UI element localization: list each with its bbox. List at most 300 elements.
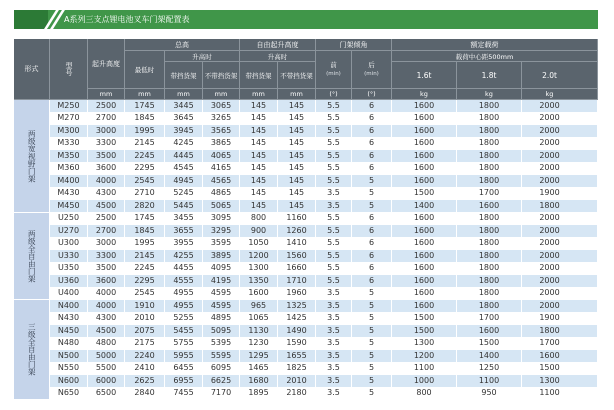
value-load-1-6t: 1600	[392, 163, 457, 176]
unit-free-lift-without-backrest: mm	[278, 89, 316, 100]
header-with-backrest: 带挡货架	[165, 62, 203, 89]
value-tilt-back: 6	[352, 225, 392, 238]
value-load-2-0t: 2000	[522, 175, 598, 188]
value-raised-height-with-backrest: 3945	[165, 125, 203, 138]
value-load-1-6t: 1600	[392, 288, 457, 301]
value-raised-height-with-backrest: 4445	[165, 150, 203, 163]
value-free-lift-without-backrest: 1960	[278, 288, 316, 301]
value-free-lift-without-backrest: 1710	[278, 275, 316, 288]
value-free-lift-without-backrest: 1490	[278, 325, 316, 338]
value-raised-height-without-backrest: 3565	[203, 125, 240, 138]
value-lift-height: 2500	[88, 100, 125, 113]
value-tilt-front: 5.5	[316, 275, 352, 288]
value-lowest-height: 1910	[125, 300, 165, 313]
header-tilt-back-sub: (min)	[364, 70, 379, 77]
value-raised-height-with-backrest: 4945	[165, 175, 203, 188]
header-lift-height: 起升高度	[88, 39, 125, 89]
value-load-2-0t: 2000	[522, 300, 598, 313]
value-load-1-6t: 1300	[392, 338, 457, 351]
value-lowest-height: 1745	[125, 213, 165, 226]
header-tilt-back-label: 后	[368, 60, 375, 69]
value-tilt-front: 3.5	[316, 300, 352, 313]
value-load-1-8t: 1800	[457, 250, 522, 263]
unit-lift-height: mm	[88, 89, 125, 100]
header-free-with-backrest: 带挡货架	[240, 62, 278, 89]
value-load-1-6t: 1600	[392, 100, 457, 113]
value-tilt-back: 5	[352, 313, 392, 326]
value-load-1-6t: 1000	[392, 375, 457, 388]
value-load-2-0t: 2000	[522, 150, 598, 163]
unit-free-lift-with-backrest: mm	[240, 89, 278, 100]
value-lowest-height: 2245	[125, 150, 165, 163]
value-raised-height-with-backrest: 3645	[165, 113, 203, 126]
value-free-lift-with-backrest: 800	[240, 213, 278, 226]
value-tilt-front: 3.5	[316, 188, 352, 201]
value-load-1-6t: 1600	[392, 275, 457, 288]
value-free-lift-with-backrest: 1130	[240, 325, 278, 338]
group-label: 三级全自由门架	[27, 323, 37, 376]
value-raised-height-with-backrest: 3955	[165, 238, 203, 251]
value-load-1-8t: 1600	[457, 200, 522, 213]
value-tilt-back: 6	[352, 150, 392, 163]
value-raised-height-with-backrest: 3655	[165, 225, 203, 238]
value-free-lift-without-backrest: 2010	[278, 375, 316, 388]
value-load-2-0t: 2000	[522, 225, 598, 238]
value-lowest-height: 1995	[125, 125, 165, 138]
value-lowest-height: 2820	[125, 200, 165, 213]
header-raised: 升高时	[165, 51, 240, 62]
value-lift-height: 3300	[88, 138, 125, 151]
value-load-1-6t: 1600	[392, 225, 457, 238]
model-cell: N650	[50, 388, 88, 401]
value-raised-height-with-backrest: 6455	[165, 363, 203, 376]
value-free-lift-without-backrest: 145	[278, 150, 316, 163]
value-raised-height-without-backrest: 4595	[203, 288, 240, 301]
value-free-lift-with-backrest: 1295	[240, 350, 278, 363]
value-raised-height-with-backrest: 4545	[165, 163, 203, 176]
value-tilt-front: 5.5	[316, 238, 352, 251]
value-free-lift-with-backrest: 1300	[240, 263, 278, 276]
value-lowest-height: 2840	[125, 388, 165, 401]
header-load-center: 载荷中心距500mm	[392, 51, 598, 62]
value-tilt-front: 5.5	[316, 225, 352, 238]
value-raised-height-with-backrest: 3445	[165, 100, 203, 113]
model-cell: M430	[50, 188, 88, 201]
value-lowest-height: 2625	[125, 375, 165, 388]
value-raised-height-without-backrest: 5065	[203, 200, 240, 213]
value-lowest-height: 2245	[125, 263, 165, 276]
value-tilt-front: 3.5	[316, 350, 352, 363]
value-tilt-front: 5.5	[316, 263, 352, 276]
value-raised-height-with-backrest: 5755	[165, 338, 203, 351]
value-load-1-8t: 950	[457, 388, 522, 401]
value-load-1-8t: 1800	[457, 300, 522, 313]
value-raised-height-without-backrest: 3595	[203, 238, 240, 251]
unit-load-2-0t: kg	[522, 89, 598, 100]
value-tilt-front: 3.5	[316, 388, 352, 401]
value-free-lift-without-backrest: 1325	[278, 300, 316, 313]
value-lowest-height: 2010	[125, 313, 165, 326]
value-tilt-back: 5	[352, 338, 392, 351]
header-rated-load: 额定载荷	[392, 39, 598, 51]
value-load-1-6t: 1600	[392, 300, 457, 313]
value-tilt-front: 3.5	[316, 200, 352, 213]
value-load-1-6t: 1600	[392, 138, 457, 151]
value-lowest-height: 1845	[125, 113, 165, 126]
value-tilt-back: 5	[352, 188, 392, 201]
value-load-1-6t: 1400	[392, 200, 457, 213]
value-tilt-back: 6	[352, 250, 392, 263]
value-load-1-8t: 1800	[457, 175, 522, 188]
value-load-2-0t: 2000	[522, 100, 598, 113]
value-lift-height: 4500	[88, 325, 125, 338]
value-lowest-height: 1995	[125, 238, 165, 251]
value-tilt-front: 5.5	[316, 138, 352, 151]
value-load-1-6t: 1600	[392, 250, 457, 263]
value-free-lift-without-backrest: 1655	[278, 350, 316, 363]
header-tilt-front	[316, 51, 352, 89]
value-load-1-8t: 1500	[457, 338, 522, 351]
value-raised-height-with-backrest: 5455	[165, 325, 203, 338]
value-free-lift-without-backrest: 145	[278, 100, 316, 113]
group-label-cell	[14, 213, 50, 301]
value-load-1-6t: 1600	[392, 175, 457, 188]
value-free-lift-with-backrest: 145	[240, 138, 278, 151]
value-raised-height-without-backrest: 3095	[203, 213, 240, 226]
header-tilt-back	[352, 51, 392, 89]
value-tilt-back: 6	[352, 138, 392, 151]
value-load-2-0t: 2000	[522, 138, 598, 151]
value-tilt-front: 5.5	[316, 213, 352, 226]
value-tilt-front: 5.5	[316, 100, 352, 113]
value-lowest-height: 2145	[125, 138, 165, 151]
value-load-1-8t: 1800	[457, 150, 522, 163]
value-lowest-height: 2295	[125, 275, 165, 288]
value-free-lift-with-backrest: 145	[240, 113, 278, 126]
value-tilt-back: 6	[352, 238, 392, 251]
value-raised-height-without-backrest: 4065	[203, 150, 240, 163]
value-free-lift-with-backrest: 145	[240, 163, 278, 176]
value-free-lift-with-backrest: 1200	[240, 250, 278, 263]
value-lowest-height: 1745	[125, 100, 165, 113]
value-lowest-height: 2240	[125, 350, 165, 363]
value-tilt-back: 6	[352, 100, 392, 113]
value-lift-height: 3600	[88, 163, 125, 176]
value-tilt-back: 6	[352, 163, 392, 176]
value-tilt-front: 3.5	[316, 363, 352, 376]
title-stripe-decoration	[14, 10, 48, 29]
value-raised-height-with-backrest: 5255	[165, 313, 203, 326]
value-free-lift-with-backrest: 145	[240, 125, 278, 138]
value-load-1-8t: 1800	[457, 213, 522, 226]
value-raised-height-without-backrest: 6625	[203, 375, 240, 388]
value-load-1-8t: 1800	[457, 113, 522, 126]
value-raised-height-without-backrest: 3895	[203, 250, 240, 263]
value-free-lift-without-backrest: 1560	[278, 250, 316, 263]
value-load-1-8t: 1250	[457, 363, 522, 376]
value-load-1-8t: 1100	[457, 375, 522, 388]
value-tilt-back: 5	[352, 388, 392, 401]
unit-lowest-height: mm	[125, 89, 165, 100]
value-tilt-back: 5	[352, 300, 392, 313]
value-load-2-0t: 1300	[522, 375, 598, 388]
value-lift-height: 4300	[88, 313, 125, 326]
value-load-1-6t: 1500	[392, 313, 457, 326]
value-free-lift-with-backrest: 1350	[240, 275, 278, 288]
value-tilt-front: 5.5	[316, 113, 352, 126]
title-bar	[14, 10, 598, 29]
value-tilt-back: 6	[352, 275, 392, 288]
value-load-2-0t: 2000	[522, 275, 598, 288]
value-load-2-0t: 1600	[522, 350, 598, 363]
value-load-2-0t: 1900	[522, 313, 598, 326]
model-cell: M330	[50, 138, 88, 151]
value-lift-height: 6500	[88, 388, 125, 401]
value-load-2-0t: 1100	[522, 388, 598, 401]
value-free-lift-with-backrest: 1050	[240, 238, 278, 251]
value-lift-height: 5000	[88, 350, 125, 363]
value-free-lift-without-backrest: 2180	[278, 388, 316, 401]
value-load-2-0t: 1500	[522, 363, 598, 376]
value-raised-height-without-backrest: 5395	[203, 338, 240, 351]
value-free-lift-without-backrest: 145	[278, 125, 316, 138]
value-free-lift-without-backrest: 145	[278, 188, 316, 201]
value-load-1-6t: 1600	[392, 213, 457, 226]
value-free-lift-without-backrest: 1260	[278, 225, 316, 238]
value-load-1-6t: 1600	[392, 263, 457, 276]
value-raised-height-with-backrest: 5445	[165, 200, 203, 213]
value-tilt-back: 5	[352, 363, 392, 376]
model-cell: M400	[50, 175, 88, 188]
value-tilt-front: 5.5	[316, 163, 352, 176]
value-lift-height: 3600	[88, 275, 125, 288]
value-raised-height-without-backrest: 4565	[203, 175, 240, 188]
unit-tilt-back: (°)	[352, 89, 392, 100]
value-load-1-8t: 1400	[457, 350, 522, 363]
model-cell: U350	[50, 263, 88, 276]
value-tilt-front: 5.5	[316, 150, 352, 163]
value-tilt-front: 3.5	[316, 288, 352, 301]
value-lift-height: 3500	[88, 150, 125, 163]
header-model-label: 型号	[65, 62, 73, 76]
value-tilt-back: 5	[352, 325, 392, 338]
value-load-1-8t: 1800	[457, 100, 522, 113]
value-load-2-0t: 2000	[522, 238, 598, 251]
value-lowest-height: 2175	[125, 338, 165, 351]
value-load-1-6t: 1500	[392, 188, 457, 201]
value-raised-height-without-backrest: 4095	[203, 263, 240, 276]
value-load-2-0t: 2000	[522, 263, 598, 276]
value-lift-height: 4800	[88, 338, 125, 351]
model-cell: M300	[50, 125, 88, 138]
model-cell: N600	[50, 375, 88, 388]
value-lift-height: 2700	[88, 113, 125, 126]
value-load-1-6t: 1600	[392, 150, 457, 163]
value-free-lift-without-backrest: 145	[278, 200, 316, 213]
model-cell: U360	[50, 275, 88, 288]
value-raised-height-without-backrest: 5595	[203, 350, 240, 363]
value-load-1-6t: 1600	[392, 125, 457, 138]
value-load-1-8t: 1800	[457, 275, 522, 288]
value-free-lift-with-backrest: 145	[240, 188, 278, 201]
value-raised-height-with-backrest: 7455	[165, 388, 203, 401]
value-load-1-8t: 1700	[457, 188, 522, 201]
header-lowest: 最低时	[125, 51, 165, 89]
mast-configuration-table	[14, 39, 598, 400]
model-cell: U330	[50, 250, 88, 263]
model-cell: U300	[50, 238, 88, 251]
header-overall-height: 总高	[125, 39, 240, 51]
value-tilt-back: 6	[352, 263, 392, 276]
value-load-1-8t: 1800	[457, 288, 522, 301]
group-label: 两级宽视野门架	[27, 129, 37, 182]
value-lift-height: 3000	[88, 238, 125, 251]
value-free-lift-without-backrest: 1410	[278, 238, 316, 251]
model-cell: N500	[50, 350, 88, 363]
value-tilt-back: 6	[352, 213, 392, 226]
value-raised-height-with-backrest: 4255	[165, 250, 203, 263]
model-cell: M350	[50, 150, 88, 163]
model-cell: U250	[50, 213, 88, 226]
header-capacity-1-6t: 1.6t	[392, 62, 457, 89]
value-raised-height-without-backrest: 4165	[203, 163, 240, 176]
header-free-raised: 升高时	[240, 51, 316, 62]
value-lift-height: 6000	[88, 375, 125, 388]
value-free-lift-with-backrest: 145	[240, 150, 278, 163]
value-tilt-back: 5	[352, 350, 392, 363]
value-free-lift-with-backrest: 1895	[240, 388, 278, 401]
value-lowest-height: 1845	[125, 225, 165, 238]
header-capacity-2-0t: 2.0t	[522, 62, 598, 89]
value-tilt-back: 5	[352, 375, 392, 388]
value-raised-height-without-backrest: 4865	[203, 188, 240, 201]
value-raised-height-without-backrest: 7170	[203, 388, 240, 401]
value-load-1-6t: 800	[392, 388, 457, 401]
value-load-2-0t: 2000	[522, 288, 598, 301]
value-lift-height: 4300	[88, 188, 125, 201]
value-raised-height-with-backrest: 4455	[165, 263, 203, 276]
value-load-2-0t: 2000	[522, 113, 598, 126]
value-tilt-back: 5	[352, 175, 392, 188]
value-free-lift-without-backrest: 145	[278, 163, 316, 176]
value-lowest-height: 2075	[125, 325, 165, 338]
value-free-lift-without-backrest: 1590	[278, 338, 316, 351]
value-raised-height-with-backrest: 5245	[165, 188, 203, 201]
value-lift-height: 4500	[88, 200, 125, 213]
header-tilt-front-sub: (min)	[326, 70, 341, 77]
value-free-lift-without-backrest: 1825	[278, 363, 316, 376]
value-load-2-0t: 1800	[522, 200, 598, 213]
value-load-1-8t: 1600	[457, 325, 522, 338]
value-raised-height-without-backrest: 3265	[203, 113, 240, 126]
value-free-lift-without-backrest: 1425	[278, 313, 316, 326]
header-tilt-front-label: 前	[330, 60, 337, 69]
unit-load-1-6t: kg	[392, 89, 457, 100]
value-lift-height: 4000	[88, 300, 125, 313]
value-load-1-6t: 1500	[392, 325, 457, 338]
value-load-1-8t: 1800	[457, 163, 522, 176]
value-raised-height-with-backrest: 4955	[165, 300, 203, 313]
value-tilt-front: 3.5	[316, 313, 352, 326]
value-lift-height: 3000	[88, 125, 125, 138]
value-raised-height-without-backrest: 6095	[203, 363, 240, 376]
value-tilt-front: 5.5	[316, 125, 352, 138]
value-free-lift-with-backrest: 1065	[240, 313, 278, 326]
value-tilt-front: 5.5	[316, 250, 352, 263]
value-load-1-8t: 1700	[457, 313, 522, 326]
model-cell: N450	[50, 325, 88, 338]
header-model	[50, 39, 88, 100]
value-load-1-6t: 1600	[392, 113, 457, 126]
header-form: 形式	[14, 39, 50, 100]
value-load-2-0t: 1900	[522, 188, 598, 201]
value-load-1-6t: 1200	[392, 350, 457, 363]
model-cell: M270	[50, 113, 88, 126]
value-free-lift-without-backrest: 145	[278, 138, 316, 151]
unit-tilt-front: (°)	[316, 89, 352, 100]
model-cell: N480	[50, 338, 88, 351]
header-free-without-backrest: 不带挡货架	[278, 62, 316, 89]
value-load-2-0t: 2000	[522, 250, 598, 263]
value-lowest-height: 2295	[125, 163, 165, 176]
value-load-2-0t: 2000	[522, 125, 598, 138]
model-cell: M250	[50, 100, 88, 113]
value-free-lift-with-backrest: 1680	[240, 375, 278, 388]
value-free-lift-without-backrest: 145	[278, 113, 316, 126]
value-free-lift-with-backrest: 1230	[240, 338, 278, 351]
value-lift-height: 4000	[88, 288, 125, 301]
value-tilt-front: 3.5	[316, 325, 352, 338]
value-tilt-back: 5	[352, 288, 392, 301]
page-title: A系列三支点锂电池叉车门架配置表	[64, 15, 190, 24]
value-load-1-8t: 1800	[457, 138, 522, 151]
value-load-2-0t: 1800	[522, 325, 598, 338]
value-raised-height-without-backrest: 3065	[203, 100, 240, 113]
value-free-lift-with-backrest: 1600	[240, 288, 278, 301]
value-free-lift-without-backrest: 1660	[278, 263, 316, 276]
value-load-1-6t: 1600	[392, 238, 457, 251]
value-tilt-front: 3.5	[316, 375, 352, 388]
value-lowest-height: 2710	[125, 188, 165, 201]
value-free-lift-with-backrest: 145	[240, 200, 278, 213]
value-raised-height-with-backrest: 6955	[165, 375, 203, 388]
value-load-1-8t: 1800	[457, 225, 522, 238]
value-lowest-height: 2545	[125, 288, 165, 301]
group-label-cell	[14, 100, 50, 213]
model-cell: U270	[50, 225, 88, 238]
value-raised-height-with-backrest: 4245	[165, 138, 203, 151]
value-raised-height-without-backrest: 3865	[203, 138, 240, 151]
model-cell: N550	[50, 363, 88, 376]
header-tilt: 门架倾角	[316, 39, 392, 51]
value-lift-height: 2500	[88, 213, 125, 226]
group-label: 两级全自由门架	[27, 229, 37, 282]
value-raised-height-with-backrest: 4955	[165, 288, 203, 301]
value-lift-height: 3500	[88, 263, 125, 276]
value-free-lift-with-backrest: 145	[240, 100, 278, 113]
model-cell: U400	[50, 288, 88, 301]
value-lowest-height: 2410	[125, 363, 165, 376]
header-free-lift: 自由起升高度	[240, 39, 316, 51]
value-load-1-8t: 1800	[457, 238, 522, 251]
value-tilt-back: 5	[352, 200, 392, 213]
value-lowest-height: 2545	[125, 175, 165, 188]
group-label-cell	[14, 300, 50, 400]
value-raised-height-with-backrest: 5955	[165, 350, 203, 363]
value-load-2-0t: 2000	[522, 213, 598, 226]
value-load-1-8t: 1800	[457, 263, 522, 276]
value-tilt-front: 5.5	[316, 175, 352, 188]
